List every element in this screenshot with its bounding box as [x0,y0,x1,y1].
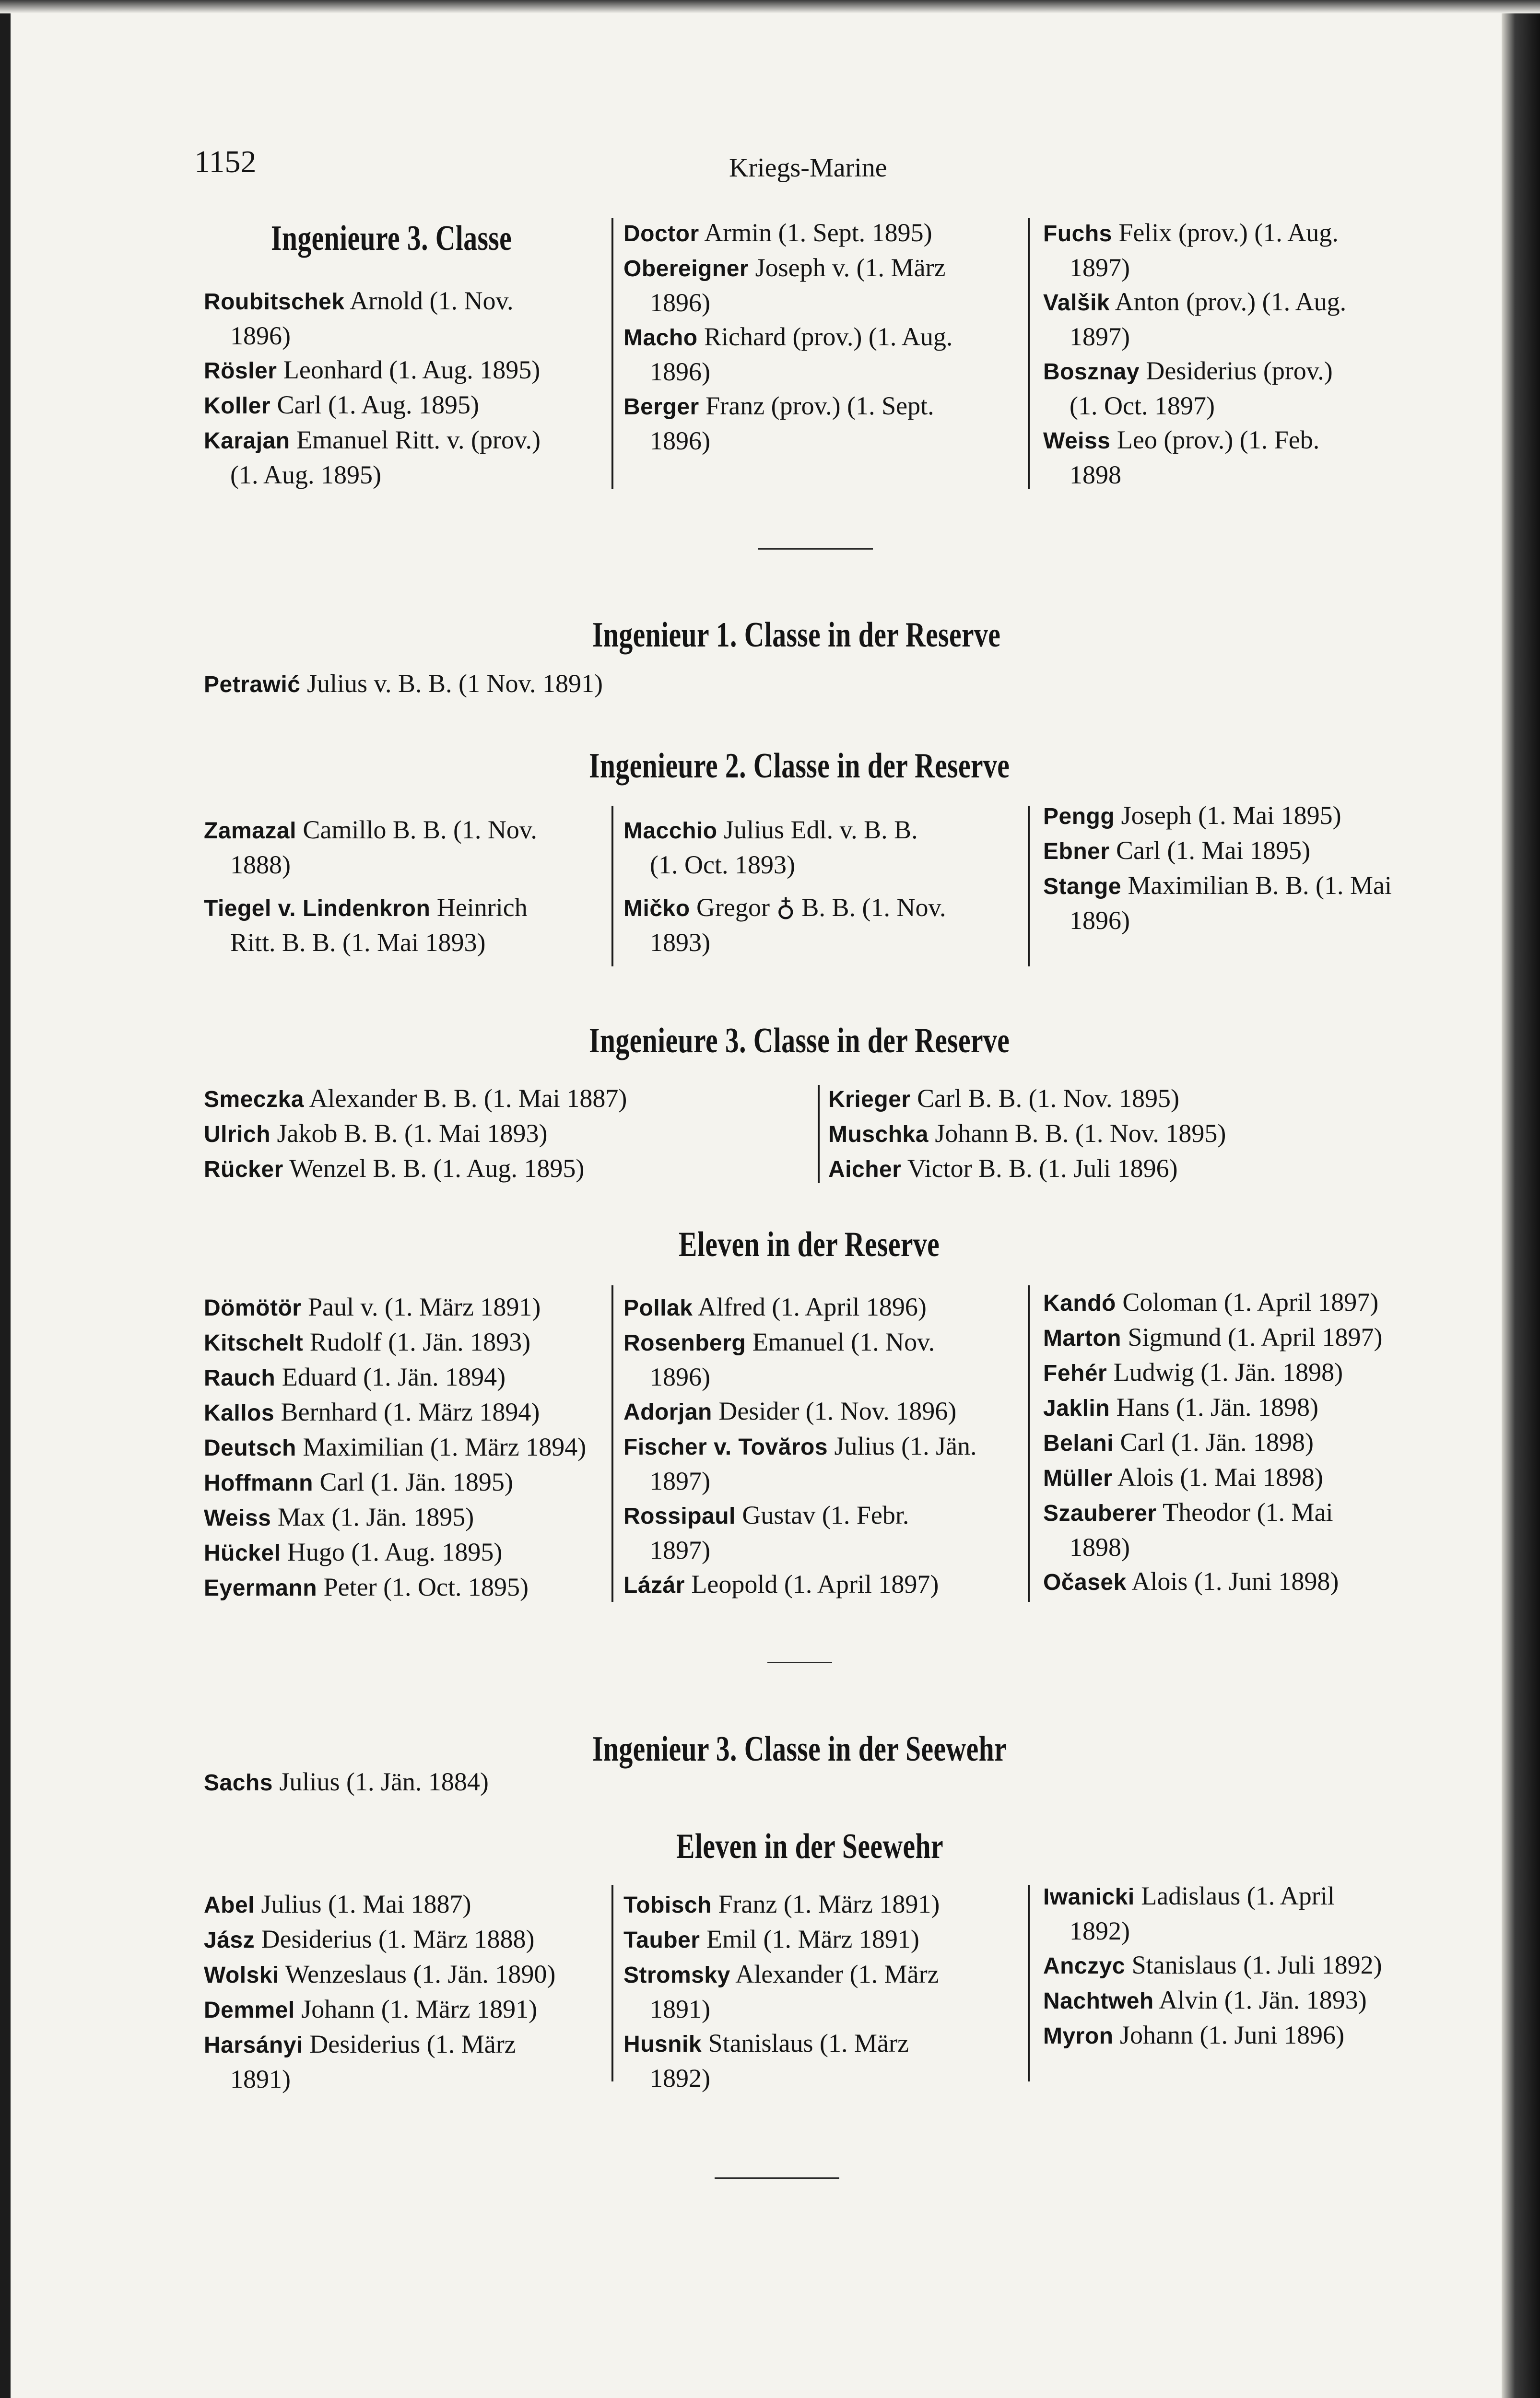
column-rule [611,218,613,489]
entry: Husnik Stanislaus (1. März 1892) [623,2029,909,2092]
column [204,284,597,492]
column [204,1887,607,2096]
column-rule [611,806,613,966]
entry: Fuchs Felix (prov.) (1. Aug. 1897) [1043,218,1339,282]
column [204,1290,607,1605]
entry: Tobisch Franz (1. März 1891) [623,1890,940,1918]
entry: Pollak Alfred (1. April 1896) [623,1293,927,1321]
column [204,1765,779,1800]
entry: Abel Julius (1. Mai 1887) [204,1890,471,1918]
entry: Rücker Wenzel B. B. (1. Aug. 1895) [204,1154,585,1183]
entry: Valšik Anton (prov.) (1. Aug. 1897) [1043,287,1347,351]
scan-edge-left [0,0,11,2398]
column [623,1887,1026,2095]
entry: Tauber Emil (1. März 1891) [623,1925,919,1953]
entry: Karajan Emanuel Ritt. v. (prov.) (1. Aug. 1895) [204,425,541,489]
column [1043,1879,1446,2053]
entry: Macho Richard (prov.) (1. Aug. 1896) [623,322,953,386]
entry: Doctor Armin (1. Sept. 1895) [623,218,932,247]
entry: Belani Carl (1. Jän. 1898) [1043,1428,1314,1457]
entry: Eyermann Peter (1. Oct. 1895) [204,1573,529,1601]
section-heading: Ingenieure 3. Classe [271,219,512,258]
entry: Obereigner Joseph v. (1. März 1896) [623,253,946,317]
entry: Adorjan Desider (1. Nov. 1896) [623,1397,957,1425]
entry: Pengg Joseph (1. Mai 1895) [1043,801,1341,830]
entry: Ulrich Jakob B. B. (1. Mai 1893) [204,1119,548,1148]
entry: Weiss Leo (prov.) (1. Feb. 1898 [1043,425,1320,489]
entry: Deutsch Maximilian (1. März 1894) [204,1433,587,1461]
entry: Koller Carl (1. Aug. 1895) [204,390,479,419]
entry: Petrawić Julius v. B. B. (1 Nov. 1891) [204,669,603,698]
entry: Ebner Carl (1. Mai 1895) [1043,836,1310,865]
entry: Krieger Carl B. B. (1. Nov. 1895) [828,1084,1180,1113]
entry: Rosenberg Emanuel (1. Nov. 1896) [623,1328,935,1391]
section-heading: Eleven in der Seewehr [676,1827,944,1866]
entry: Rauch Eduard (1. Jän. 1894) [204,1363,506,1391]
section-heading: Ingenieure 3. Classe in der Reserve [589,1021,1010,1060]
page-number: 1152 [194,144,257,179]
entry: Mičko Gregor ♁ B. B. (1. Nov. 1893) [623,893,946,957]
scan-edge-right [1502,0,1540,2398]
entry: Roubitschek Arnold (1. Nov. 1896) [204,286,514,350]
column-rule [1028,218,1030,489]
entry: Nachtweh Alvin (1. Jän. 1893) [1043,1986,1367,2014]
section-heading: Ingenieur 1. Classe in der Reserve [592,615,1001,655]
column [623,216,1026,458]
scan-edge-top [0,0,1540,13]
entry: Berger Franz (prov.) (1. Sept. 1896) [623,391,934,455]
entry: Müller Alois (1. Mai 1898) [1043,1463,1323,1492]
column [1043,216,1446,492]
entry: Jász Desiderius (1. März 1888) [204,1925,535,1953]
entry: Demmel Johann (1. März 1891) [204,1995,538,2023]
entry: Lázár Leopold (1. April 1897) [623,1570,939,1599]
entry: Rösler Leonhard (1. Aug. 1895) [204,355,541,384]
entry: Smeczka Alexander B. B. (1. Mai 1887) [204,1084,627,1113]
entry: Muschka Johann B. B. (1. Nov. 1895) [828,1119,1226,1148]
column [204,1081,803,1187]
column [204,667,971,702]
column-rule [1028,1285,1030,1602]
column [623,813,1026,960]
section-heading: Ingenieure 2. Classe in der Reserve [589,746,1010,786]
entry: Anczyc Stanislaus (1. Juli 1892) [1043,1951,1382,1979]
running-title: Kriegs-Marine [729,153,887,183]
column [1043,799,1446,938]
column-rule [1028,1885,1030,2081]
entry: Fehér Ludwig (1. Jän. 1898) [1043,1358,1343,1387]
entry: Wolski Wenzeslaus (1. Jän. 1890) [204,1960,556,1988]
column [828,1081,1428,1187]
entry: Stange Maximilian B. B. (1. Mai 1896) [1043,871,1392,935]
section-divider [758,548,873,550]
entry: Zamazal Camillo B. B. (1. Nov. 1888) [204,815,537,879]
entry: Jaklin Hans (1. Jän. 1898) [1043,1393,1319,1422]
entry: Tiegel v. Lindenkron Heinrich Ritt. B. B. (1. Mai 1893) [204,893,528,957]
section-divider [715,2177,839,2179]
entry: Sachs Julius (1. Jän. 1884) [204,1767,489,1796]
entry: Kitschelt Rudolf (1. Jän. 1893) [204,1328,531,1356]
entry: Stromsky Alexander (1. März 1891) [623,1960,939,2023]
entry: Macchio Julius Edl. v. B. B. (1. Oct. 1893) [623,815,918,879]
entry: Szauberer Theodor (1. Mai 1898) [1043,1498,1333,1562]
column [623,1290,1026,1602]
column-rule [611,1885,613,2081]
entry: Myron Johann (1. Juni 1896) [1043,2021,1344,2049]
column-rule [611,1285,613,1602]
entry: Harsányi Desiderius (1. März 1891) [204,2030,516,2093]
entry: Marton Sigmund (1. April 1897) [1043,1323,1383,1352]
entry: Bosznay Desiderius (prov.) (1. Oct. 1897) [1043,356,1333,420]
entry: Hoffmann Carl (1. Jän. 1895) [204,1468,513,1496]
entry: Očasek Alois (1. Juni 1898) [1043,1567,1339,1596]
entry: Dömötör Paul v. (1. März 1891) [204,1293,541,1321]
entry: Hückel Hugo (1. Aug. 1895) [204,1538,503,1566]
column [204,813,607,960]
entry: Rossipaul Gustav (1. Febr. 1897) [623,1501,909,1564]
entry: Kandó Coloman (1. April 1897) [1043,1288,1379,1317]
entry: Fischer v. Tovăros Julius (1. Jän. 1897) [623,1432,977,1495]
entry: Kallos Bernhard (1. März 1894) [204,1398,540,1426]
section-divider [767,1662,832,1663]
section-heading: Eleven in der Reserve [679,1225,940,1264]
column-rule [818,1085,820,1183]
entry: Aicher Victor B. B. (1. Juli 1896) [828,1154,1178,1183]
entry: Weiss Max (1. Jän. 1895) [204,1503,474,1531]
column-rule [1028,806,1030,966]
entry: Iwanicki Ladislaus (1. April 1892) [1043,1881,1335,1945]
section-heading: Ingenieur 3. Classe in der Seewehr [592,1729,1007,1769]
column [1043,1285,1446,1599]
